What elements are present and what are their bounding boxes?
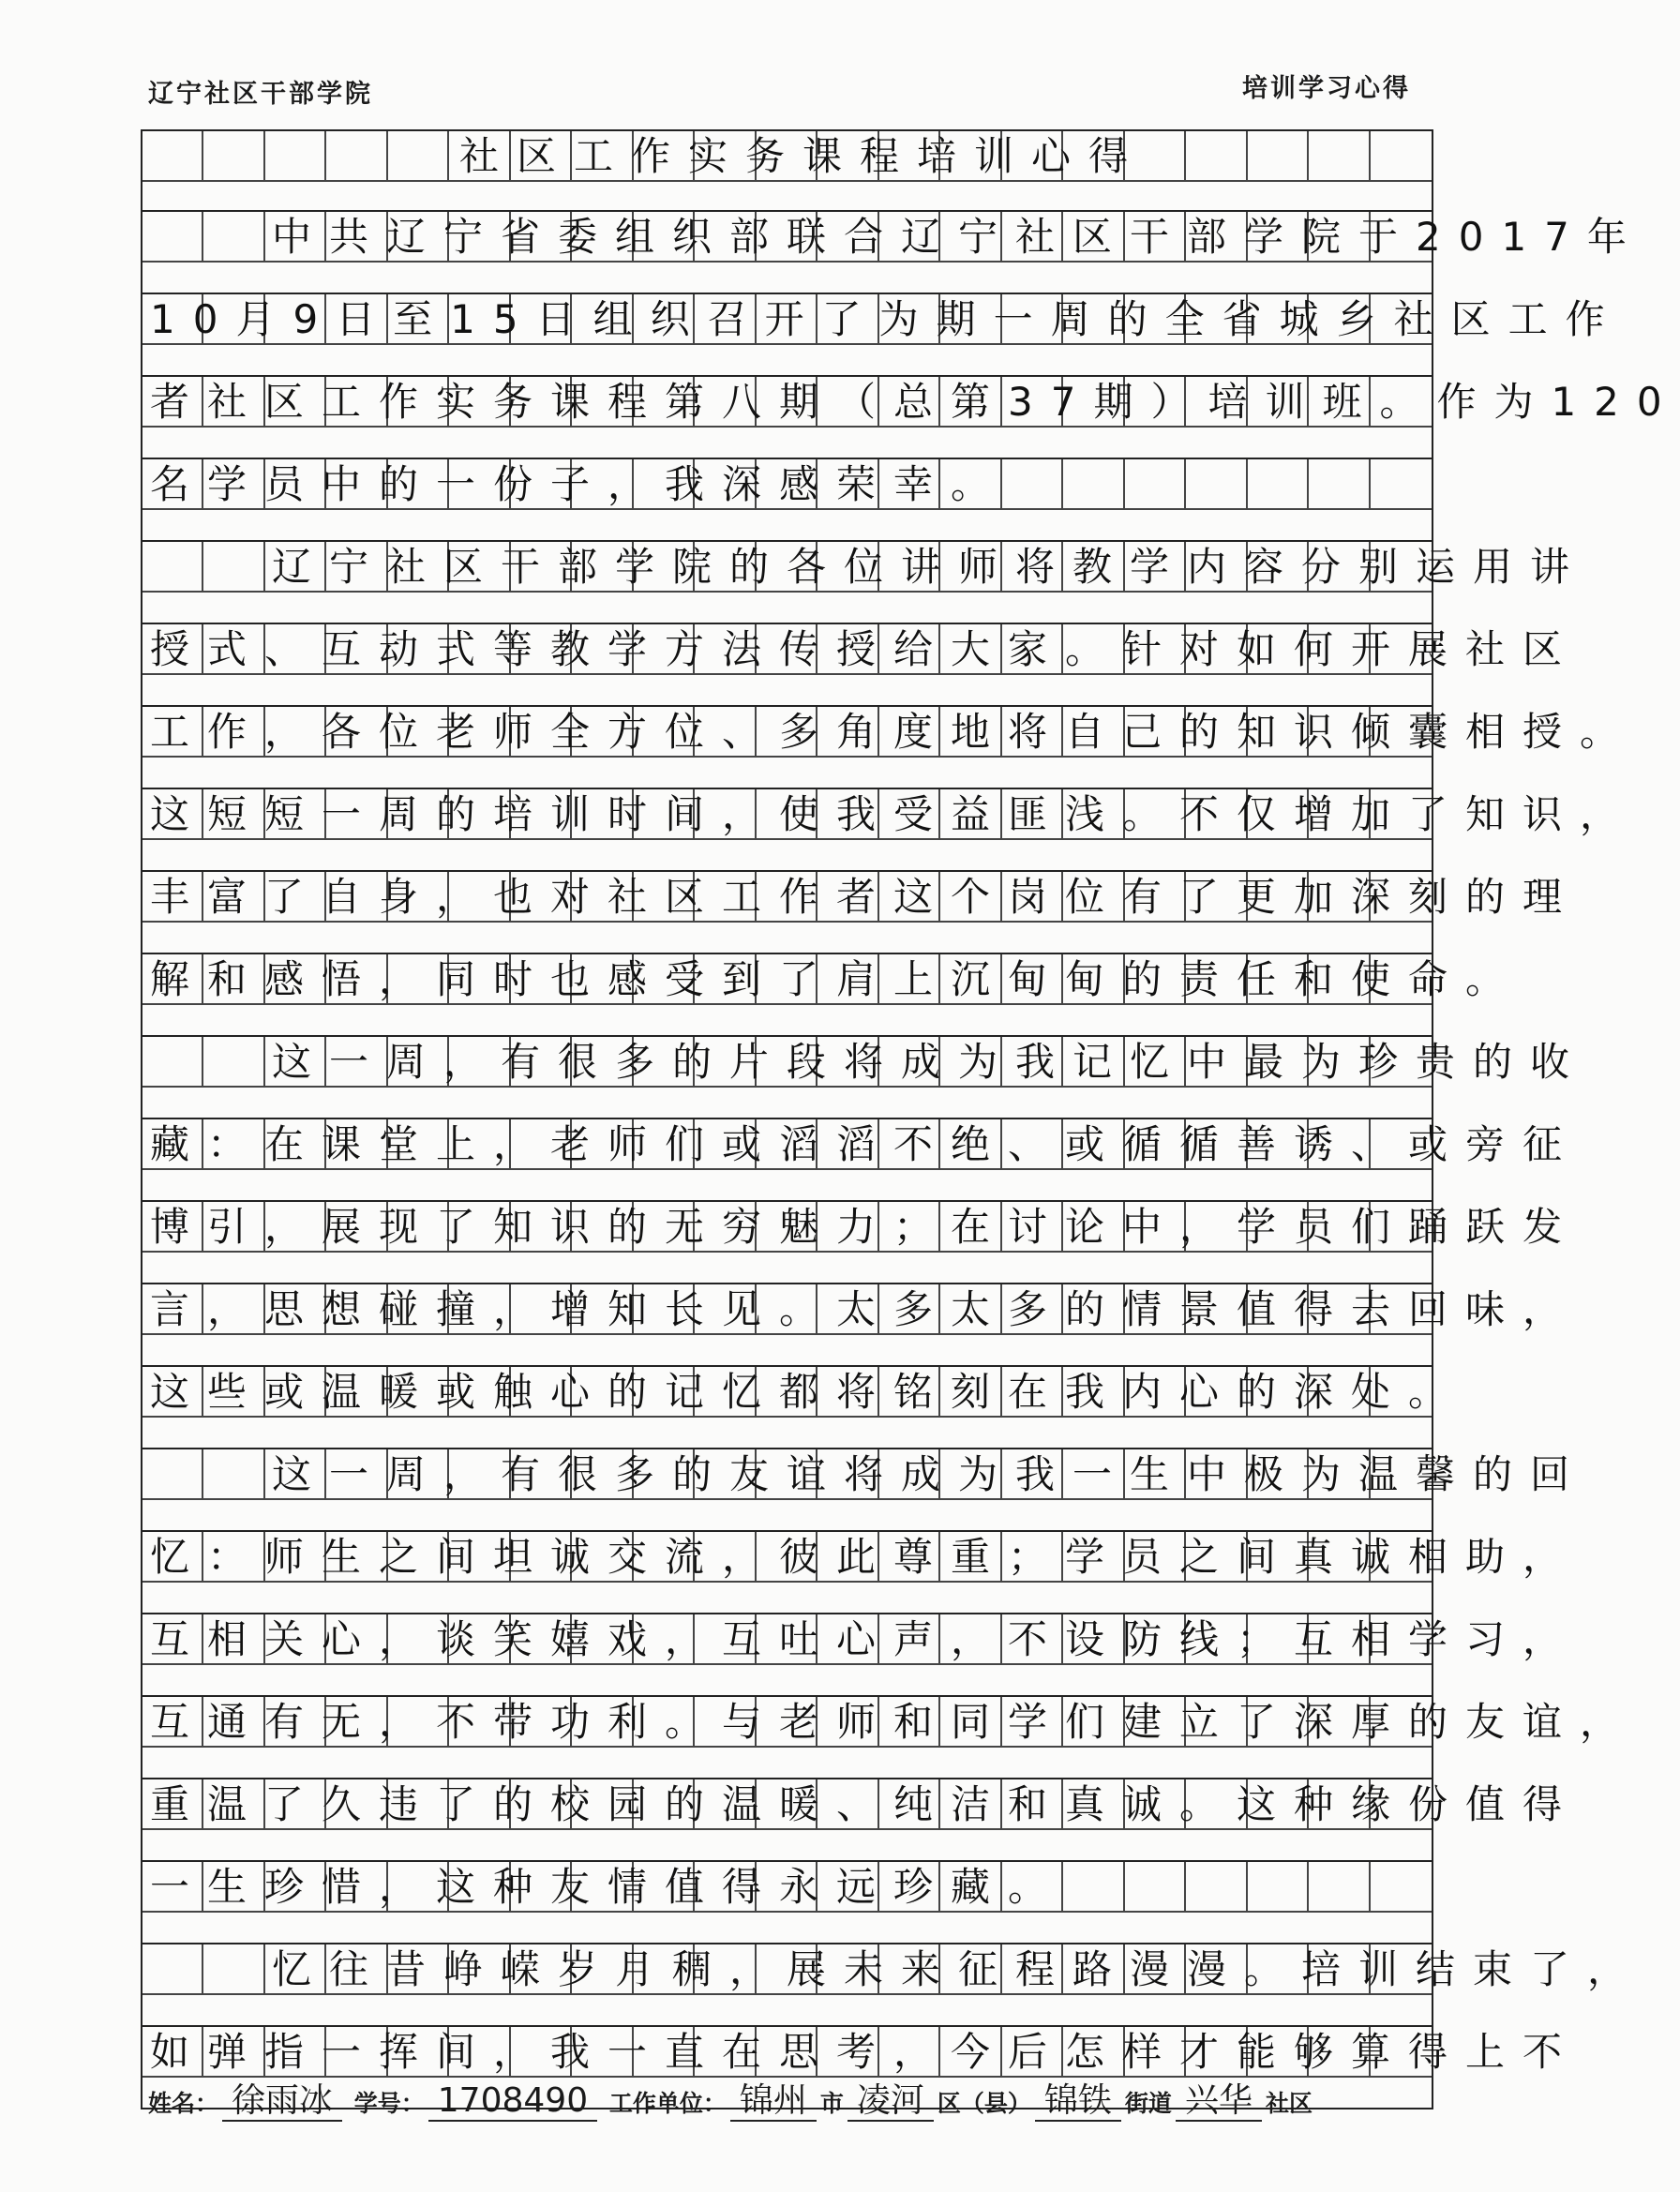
essay-line: 授式、互动式等教学方法传授给大家。针对如何开展社区	[150, 626, 1581, 672]
essay-line: 博引，展现了知识的无穷魅力；在讨论中，学员们踊跃发	[150, 1204, 1581, 1250]
essay-line: 这一周，有很多的片段将成为我记忆中最为珍贵的收	[272, 1039, 1588, 1085]
grid-row	[142, 789, 1638, 872]
grid-row	[142, 1037, 1588, 1119]
essay-line: 言，思想碰撞，增知长见。太多太多的情景值得去回味，	[150, 1286, 1581, 1332]
grid-row	[142, 1944, 1645, 2027]
grid-row	[142, 212, 1644, 294]
essay-line: 一生珍惜，这种友情值得永远珍藏。	[150, 1864, 1066, 1910]
grid-row	[142, 1779, 1581, 1862]
grid-row	[142, 1119, 1581, 1202]
grid-row	[142, 624, 1581, 707]
district-value: 凌河	[848, 2082, 934, 2122]
essay-line: 中共辽宁省委组织部联合辽宁社区干部学院于2017年	[272, 214, 1644, 260]
grid-row	[142, 1284, 1581, 1367]
community-value: 兴华	[1176, 2082, 1262, 2122]
grid-row	[142, 294, 1623, 377]
essay-line: 工作，各位老师全方位、多角度地将自己的知识倾囊相授。	[150, 709, 1638, 755]
grid-row	[142, 542, 1588, 624]
essay-line: 丰富了自身，也对社区工作者这个岗位有了更加深刻的理	[150, 874, 1581, 920]
essay-line: 藏：在课堂上，老师们或滔滔不绝、或循循善诱、或旁征	[150, 1121, 1581, 1167]
essay-line: 重温了久违了的校园的温暖、纯洁和真诚。这种缘份值得	[150, 1781, 1581, 1827]
work-unit-label: 工作单位：	[608, 2090, 727, 2117]
institution-header: 辽宁社区干部学院	[148, 80, 373, 109]
community-suffix: 社区	[1265, 2090, 1312, 2117]
street-suffix: 街道	[1124, 2090, 1172, 2117]
grid-row	[142, 377, 1680, 459]
grid-row	[142, 1367, 1466, 1449]
grid-row	[142, 1862, 1432, 1944]
grid-row	[142, 1449, 1588, 1532]
grid-row	[142, 707, 1638, 789]
grid-row	[142, 1532, 1581, 1614]
footer-info	[148, 2082, 1414, 2122]
district-suffix: 区（县）	[937, 2090, 1031, 2117]
grid-row	[142, 1697, 1638, 1779]
essay-line: 忆：师生之间坦诚交流，彼此尊重；学员之间真诚相助，	[150, 1534, 1581, 1580]
essay-line: 辽宁社区干部学院的各位讲师将教学内容分别运用讲	[272, 544, 1588, 590]
grid-row	[142, 954, 1523, 1037]
essay-line: 这些或温暖或触心的记忆都将铭刻在我内心的深处。	[150, 1369, 1466, 1415]
name-value: 徐雨冰	[222, 2082, 342, 2122]
document-type-header: 培训学习心得	[1242, 74, 1411, 103]
essay-line: 10月9日至15日组织召开了为期一周的全省城乡社区工作	[150, 296, 1623, 342]
name-label: 姓名：	[148, 2090, 219, 2117]
grid-row	[142, 459, 1432, 542]
essay-line: 这一周，有很多的友谊将成为我一生中极为温馨的回	[272, 1451, 1588, 1497]
grid-row	[142, 129, 1432, 212]
essay-line: 这短短一周的培训时间，使我受益匪浅。不仅增加了知识，	[150, 791, 1638, 837]
street-value: 锦铁	[1035, 2082, 1121, 2122]
essay-line: 解和感悟，同时也感受到了肩上沉甸甸的责任和使命。	[150, 956, 1523, 1002]
essay-line: 互相关心，谈笑嬉戏，互吐心声，不设防线；互相学习，	[150, 1616, 1581, 1662]
essay-line: 如弹指一挥间，我一直在思考，今后怎样才能够算得上不	[150, 2029, 1581, 2075]
city-suffix: 市	[819, 2090, 844, 2117]
grid-row	[142, 1202, 1581, 1284]
essay-line: 互通有无，不带功利。与老师和同学们建立了深厚的友谊，	[150, 1699, 1638, 1745]
city-value: 锦州	[730, 2082, 817, 2122]
essay-line: 忆往昔峥嵘岁月稠，展未来征程路漫漫。培训结束了，	[272, 1946, 1645, 1992]
id-value: 1708490	[428, 2082, 597, 2122]
id-label: 学号：	[353, 2090, 425, 2117]
essay-title: 社区工作实务课程培训心得	[459, 133, 1147, 179]
essay-line: 者社区工作实务课程第八期（总第37期）培训班。作为120	[150, 379, 1680, 425]
essay-line: 名学员中的一份子，我深感荣幸。	[150, 461, 1009, 507]
grid-row	[142, 872, 1581, 954]
writing-grid	[141, 129, 1680, 2109]
grid-row	[142, 1614, 1581, 1697]
